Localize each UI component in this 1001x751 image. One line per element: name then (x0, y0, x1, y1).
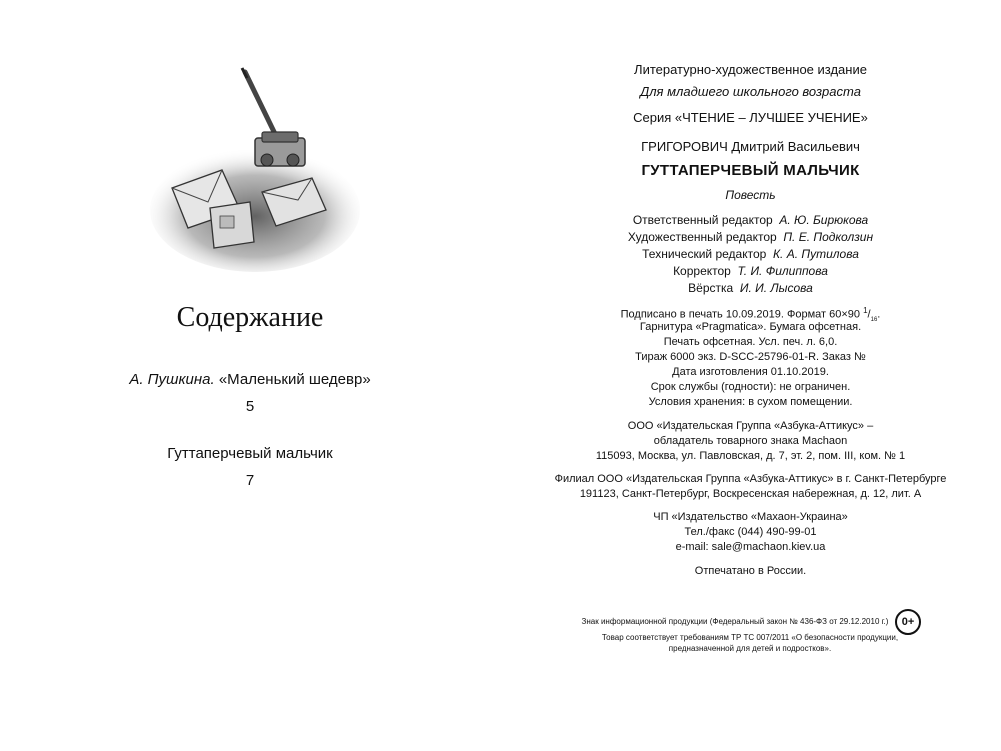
audience: Для младшего школьного возраста (640, 84, 861, 99)
print-signed: Подписано в печать 10.09.2019. Формат 60×90 $^1/_{16}$. (620, 306, 881, 323)
genre: Повесть (725, 188, 776, 202)
right-page (500, 0, 1001, 751)
toc-entry-author: А. Пушкина. (129, 371, 215, 388)
compliance-notice: предназначенной для детей и подростков». (668, 644, 832, 653)
credit-line (500, 264, 1001, 278)
credit-line (500, 281, 1001, 295)
print-shelf-life: Срок службы (годности): не ограничен. (650, 381, 851, 393)
credit-name: К. А. Путилова (772, 247, 859, 261)
author: ГРИГОРОВИЧ Дмитрий Васильевич (641, 139, 860, 154)
branch-address: 191123, Санкт-Петербург, Воскресенская набережная, д. 12, лит. А (579, 488, 922, 500)
printed-in: Отпечатано в России. (694, 565, 807, 577)
credit-role: Ответственный редактор (632, 213, 773, 227)
inkwell-illustration (150, 60, 360, 275)
toc-entry-title: «Маленький шедевр» (218, 371, 371, 388)
ukraine-phone: Тел./факс (044) 490-99-01 (684, 526, 817, 538)
credit-role: Художественный редактор (627, 230, 777, 244)
toc-entry-page: 7 (245, 472, 255, 489)
print-printing: Печать офсетная. Усл. печ. л. 6,0. (663, 336, 838, 348)
credit-name: И. И. Лысова (739, 281, 813, 295)
left-page (0, 0, 500, 751)
toc-entry-page: 5 (245, 398, 255, 415)
credit-name: П. Е. Подколзин (783, 230, 874, 244)
credit-line (500, 230, 1001, 244)
toc-heading: Содержание (176, 302, 324, 333)
compliance-notice: Товар соответствует требованиям ТР ТС 007/2011 «О безопасности продукции, (601, 633, 899, 642)
publisher-address: 115093, Москва, ул. Павловская, д. 7, эт. 2, пом. III, ком. № 1 (595, 450, 906, 462)
publisher-line: обладатель товарного знака Machaon (653, 435, 848, 447)
credit-role: Технический редактор (642, 247, 767, 261)
credit-name: Т. И. Филиппова (737, 264, 828, 278)
credit-line (500, 247, 1001, 261)
branch-line: Филиал ООО «Издательская Группа «Азбука-Аттикус» в г. Санкт-Петербурге (554, 473, 947, 485)
ukraine-publisher: ЧП «Издательство «Махаон-Украина» (653, 511, 848, 523)
credit-name: А. Ю. Бирюкова (779, 213, 869, 227)
print-typeface: Гарнитура «Pragmatica». Бумага офсетная. (639, 321, 862, 333)
pen-icon (245, 72, 278, 140)
info-product-notice: Знак информационной продукции (Федеральный закон № 436-ФЗ от 29.12.2010 г.) (581, 617, 889, 626)
toc-entry (0, 371, 500, 388)
credit-role: Корректор (673, 264, 731, 278)
series: Серия «ЧТЕНИЕ – ЛУЧШЕЕ УЧЕНИЕ» (633, 110, 868, 125)
toc-entry-title: Гуттаперчевый мальчик (167, 445, 333, 462)
book-title: ГУТТАПЕРЧЕВЫЙ МАЛЬЧИК (641, 162, 860, 179)
edition-type: Литературно-художественное издание (634, 62, 867, 77)
ukraine-email: e-mail: sale@machaon.kiev.ua (675, 541, 826, 553)
credit-line (500, 213, 1001, 227)
age-rating-badge: 0+ (895, 609, 921, 635)
toc-entry (0, 445, 500, 462)
print-storage: Условия хранения: в сухом помещении. (648, 396, 853, 408)
publisher-line: ООО «Издательская Группа «Азбука-Аттикус» – (627, 420, 874, 432)
credit-role: Вёрстка (688, 281, 734, 295)
print-run: Тираж 6000 экз. D-SCC-25796-01-R. Заказ № (635, 351, 866, 363)
print-made: Дата изготовления 01.10.2019. (672, 366, 829, 378)
